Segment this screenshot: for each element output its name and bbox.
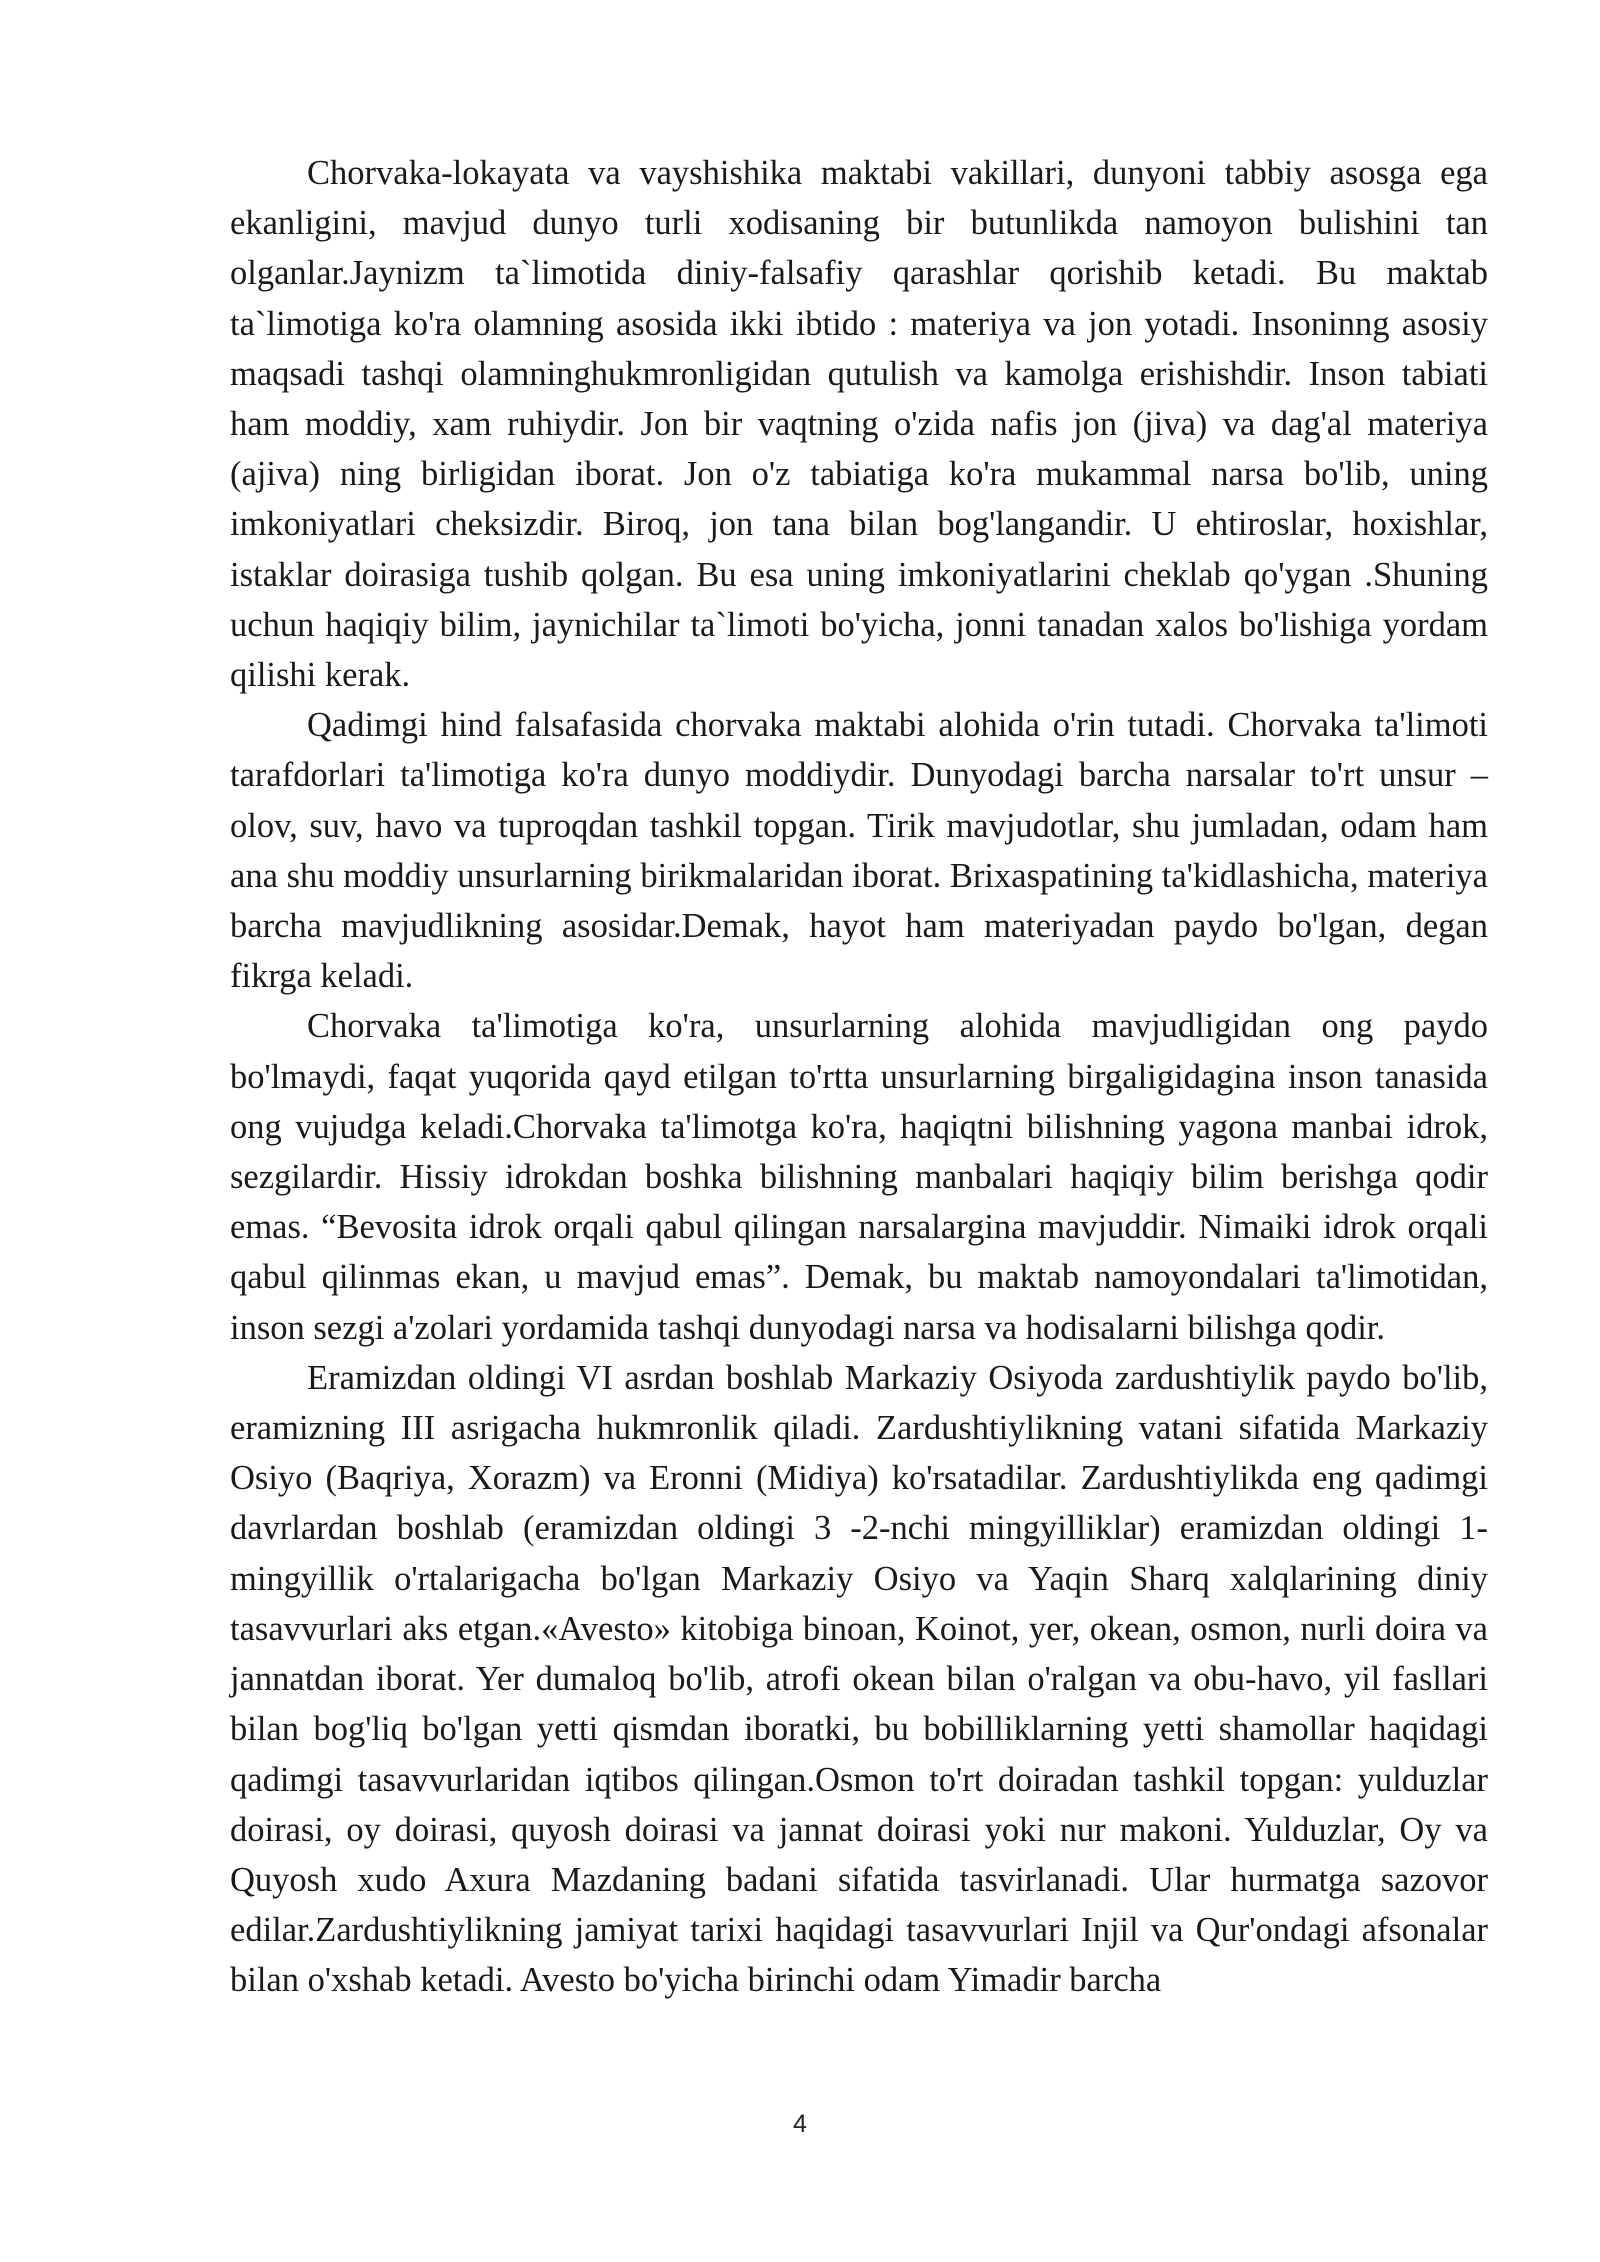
paragraph-3: Chorvaka ta'limotiga ko'ra, unsurlarning alohida mavjudligidan ong paydo bo'lmaydi, faqat yuqorida qayd etilgan to'rtta unsurlarning birgaligidagina inson tanasida ong vujudga keladi.Chorvaka ta'limotga ko'ra, haqiqtni bilishning yagona manbai idrok, sezgilardir. Hissiy idrokdan boshka bilishning manbalari haqiqiy bilim berishga qodir emas. “Bevosita idrok orqali qabul qilingan narsalargina mavjuddir. Nimaiki idrok orqali qabul qilinmas ekan, u mavjud emas”. Demak, bu maktab namoyondalari ta'limotidan, inson sezgi a'zolari yordamida tashqi dunyodagi narsa va hodisalarni bilishga qodir. bbox=[230, 1007, 1488, 1347]
paragraph-1: Chorvaka-lokayata va vayshishika maktabi vakillari, dunyoni tabbiy asosga ega ekanligini, mavjud dunyo turli xodisaning bir butunlikda namoyon bulishini tan olganlar.Jaynizm ta`limotida diniy-falsafiy qarashlar qorishib ketadi. Bu maktab ta`limotiga ko'ra olamning asosida ikki ibtido : materiya va jon yotadi. Insoninng asosiy maqsadi tashqi olamninghukmronligidan qutulish va kamolga erishishdir. Inson tabiati ham moddiy, xam ruhiydir. Jon bir vaqtning o'zida nafis jon (jiva) va dag'al materiya (ajiva) ning birligidan iborat. Jon o'z tabiatiga ko'ra mukammal narsa bo'lib, uning imkoniyatlari cheksizdir. Biroq, jon tana bilan bog'langandir. U ehtiroslar, hoxishlar, istaklar doirasiga tushib qolgan. Bu esa uning imkoniyatlarini cheklab qo'ygan .Shuning uchun haqiqiy bilim, jaynichilar ta`limoti bo'yicha, jonni tanadan xalos bo'lishiga yordam qilishi kerak. bbox=[230, 154, 1488, 695]
page-number: 4 bbox=[793, 2110, 807, 2138]
paragraph-2: Qadimgi hind falsafasida chorvaka maktabi alohida o'rin tutadi. Chorvaka ta'limoti tarafdorlari ta'limotiga ko'ra dunyo moddiydir. Dunyodagi barcha narsalar to'rt unsur – olov, suv, havo va tuproqdan tashkil topgan. Tirik mavjudotlar, shu jumladan, odam ham ana shu moddiy unsurlarning birikmalaridan iborat. Brixaspatining ta'kidlashicha, materiya barcha mavjudlikning asosidar.Demak, hayot ham materiyadan paydo bo'lgan, degan fikrga keladi. bbox=[230, 706, 1488, 996]
paragraph-4: Eramizdan oldingi VI asrdan boshlab Markaziy Osiyoda zardushtiylik paydo bo'lib, eramizning III asrigacha hukmronlik qiladi. Zardushtiylikning vatani sifatida Markaziy Osiyo (Baqriya, Xorazm) va Eronni (Midiya) ko'rsatadilar. Zardushtiylikda eng qadimgi davrlardan boshlab (eramizdan oldingi 3 -2-nchi mingyilliklar) eramizdan oldingi 1-mingyillik o'rtalarigacha bo'lgan Markaziy Osiyo va Yaqin Sharq xalqlarining diniy tasavvurlari aks etgan.«Avesto» kitobiga binoan, Koinot, yer, okean, osmon, nurli doira va jannatdan iborat. Yer dumaloq bo'lib, atrofi okean bilan o'ralgan va obu-havo, yil fasllari bilan bog'liq bo'lgan yetti qismdan iboratki, bu bobilliklarning yetti shamollar haqidagi qadimgi tasavvurlaridan iqtibos qilingan.Osmon to'rt doiradan tashkil topgan: yulduzlar doirasi, oy doirasi, quyosh doirasi va jannat doirasi yoki nur makoni. Yulduzlar, Oy va Quyosh xudo Axura Mazdaning badani sifatida tasvirlanadi. Ular hurmatga sazovor edilar.Zardushtiylikning jamiyat tarixi haqidagi tasavvurlari Injil va Qur'ondagi afsonalar bilan o'xshab ketadi. Avesto bo'yicha birinchi odam Yimadir barcha bbox=[230, 1358, 1488, 2000]
document-body bbox=[230, 148, 1488, 2006]
